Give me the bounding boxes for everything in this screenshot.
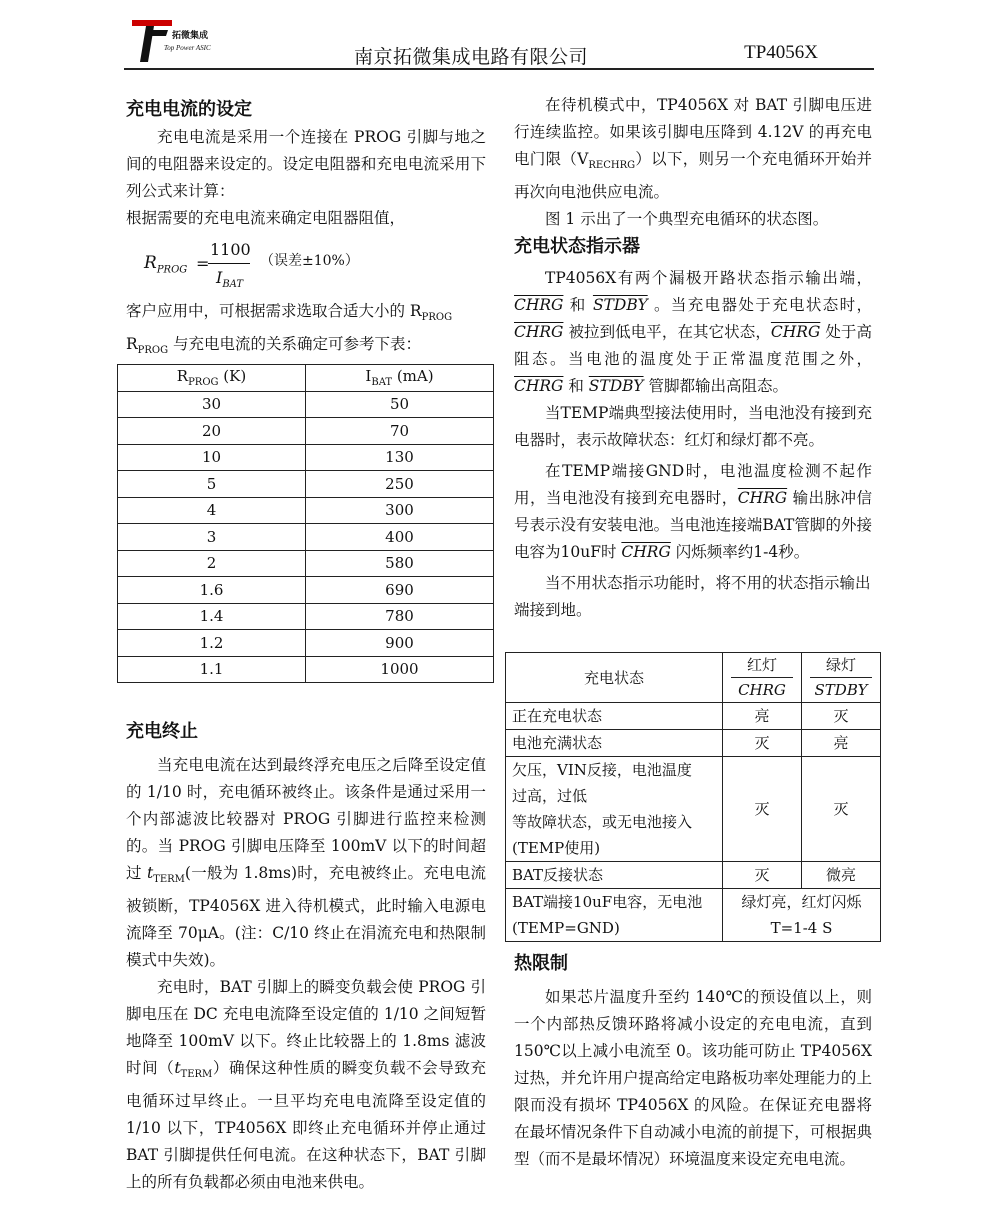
status-row: 欠压，VIN反接，电池温度 过高，过低 等故障状态，或无电池接入 (TEMP使用) 灭 灭 xyxy=(506,757,881,862)
paragraph: 在TEMP端接GND时，电池温度检测不起作用，当电池没有接到充电器时，CHRG 输出脉冲信号表示没有安装电池。当电池连接端BAT管脚的外接电容为10uF时 CHRG 闪烁频率约1-4秒。 xyxy=(514,462,872,562)
table-row xyxy=(118,577,494,604)
table-row xyxy=(118,550,494,577)
status-header-green: 绿灯 STDBY xyxy=(802,653,881,703)
cell-rprog: 20 xyxy=(118,418,306,445)
table-header-rprog: $R_{PROG}$ (K) xyxy=(118,365,306,392)
status-header-state: 充电状态 xyxy=(506,653,723,703)
status-row xyxy=(506,889,881,942)
paragraph: 当不用状态指示功能时，将不用的状态指示输出端接到地。 xyxy=(514,574,871,620)
status-row: BAT反接状态 灭 微亮 xyxy=(506,862,881,889)
company-logo xyxy=(132,18,242,68)
table-row xyxy=(118,391,494,418)
header-rule xyxy=(124,68,874,70)
status-cap-desc: BAT端接10uF电容，无电池 (TEMP=GND) xyxy=(506,889,723,942)
model-number: TP4056X xyxy=(744,42,818,63)
formula-lhs: $R_{PROG}$ xyxy=(144,253,188,276)
status-cap-lights: 绿灯亮，红灯闪烁 T=1-4 S xyxy=(723,889,881,942)
paragraph: 如果芯片温度升至约 140℃的预设值以上，则一个内部热反馈环路将减小设定的充电电流，直到 150℃以上减小电流至 0。该功能可防止 TP4056X 过热，并允许用户提高给定电路板功率处理能力的上限而没有损坏 TP4056X 的风险。在保证充电器将在最坏情况条件下自动减小电流的前提下，可根据典型（而不是最坏情况）环境温度来设定充电电流。 xyxy=(514,988,872,1168)
formula-rprog xyxy=(126,232,486,292)
cell-ibat: 400 xyxy=(306,524,494,551)
cell-ibat: 250 xyxy=(306,471,494,498)
status-header-red: 红灯 CHRG xyxy=(723,653,802,703)
cell-ibat: 50 xyxy=(306,391,494,418)
status-table xyxy=(505,652,881,942)
cell-rprog: 30 xyxy=(118,391,306,418)
status-fault-desc: 欠压，VIN反接，电池温度 过高，过低 等故障状态，或无电池接入 (TEMP使用) xyxy=(506,757,723,862)
cell-rprog: 4 xyxy=(118,497,306,524)
table-header-ibat: $I_{BAT}$ (mA) xyxy=(306,365,494,392)
cell-rprog: 3 xyxy=(118,524,306,551)
logo-cn-text: 拓微集成 xyxy=(172,31,209,41)
cell-rprog: 5 xyxy=(118,471,306,498)
cell-rprog: 1.6 xyxy=(118,577,306,604)
right-column-lower xyxy=(514,950,872,1173)
cell-rprog: 1.2 xyxy=(118,630,306,657)
cell-ibat: 300 xyxy=(306,497,494,524)
table-row xyxy=(118,656,494,683)
section-heading-thermal: 热限制 xyxy=(514,953,568,974)
section-heading-termination: 充电终止 xyxy=(126,721,198,742)
cell-ibat: 580 xyxy=(306,550,494,577)
cell-rprog: 2 xyxy=(118,550,306,577)
table-header-row xyxy=(118,365,494,392)
status-row: 正在充电状态 亮 灭 xyxy=(506,703,881,730)
cell-ibat: 690 xyxy=(306,577,494,604)
paragraph: TP4056X有两个漏极开路状态指示输出端，CHRG 和 STDBY 。当充电器处于充电状态时，CHRG 被拉到低电平，在其它状态，CHRG 处于高阻态。当电池的温度处于正常温度范围之外，CHRG 和 STDBY 管脚都输出高阻态。 xyxy=(514,269,873,396)
paragraph: $R_{PROG}$ 与充电电流的关系确定可参考下表： xyxy=(126,335,422,357)
formula-denominator: $I_{BAT}$ xyxy=(216,268,244,291)
paragraph: 在待机模式中，TP4056X 对 BAT 引脚电压进行连续监控。如果该引脚电压降到 4.12V 的再充电电门限$(V_{RECHRG})$以下，则另一个充电循环开始并再次向电池供应电流。 xyxy=(514,96,872,202)
table-row xyxy=(118,497,494,524)
cell-ibat: 780 xyxy=(306,603,494,630)
section-heading-charge-current: 充电电流的设定 xyxy=(126,99,252,120)
cell-ibat: 70 xyxy=(306,418,494,445)
left-column-lower xyxy=(126,718,486,1196)
company-name: 南京拓微集成电路有限公司 xyxy=(354,46,589,68)
cell-rprog: 1.4 xyxy=(118,603,306,630)
paragraph: 充电电流是采用一个连接在 PROG 引脚与地之间的电阻器来设定的。设定电阻器和充电电流采用下列公式来计算： xyxy=(126,128,486,200)
rprog-table xyxy=(117,364,494,683)
table-row xyxy=(118,603,494,630)
section-heading-status-indicator: 充电状态指示器 xyxy=(514,236,640,258)
cell-ibat: 1000 xyxy=(306,656,494,683)
left-column xyxy=(126,96,486,364)
logo-en-text: Top Power ASIC xyxy=(164,44,211,52)
paragraph: 当TEMP端典型接法使用时，当电池没有接到充电器时，表示故障状态：红灯和绿灯都不亮。 xyxy=(514,404,872,450)
right-column xyxy=(514,92,872,624)
cell-ibat: 900 xyxy=(306,630,494,657)
formula-equals: = xyxy=(196,254,210,273)
paragraph: 根据需要的充电电流来确定电阻器阻值， xyxy=(126,209,406,227)
table-row xyxy=(118,630,494,657)
paragraph: 当充电电流在达到最终浮充电压之后降至设定值的 1/10 时，充电循环被终止。该条件是通过采用一个内部滤波比较器对 PROG 引脚进行监控来检测的。当 PROG 引脚电压降至 100mV 以下的时间超过 $t_{TERM}$(一般为 1.8ms)时，充电被终止。充电电流被锁断，TP4056X 进入待机模式，此时输入电源电流降至 70μA。(注：C/10 终止在涓流充电和热限制模式中失效)。 xyxy=(126,756,486,970)
page-header xyxy=(124,14,874,70)
table-row xyxy=(118,418,494,445)
table-row xyxy=(118,524,494,551)
paragraph: 客户应用中，可根据需求选取合适大小的 $R_{PROG}$ xyxy=(126,302,453,324)
formula-numerator: 1100 xyxy=(210,240,251,259)
paragraph: 图 1 示出了一个典型充电循环的状态图。 xyxy=(545,210,829,229)
cell-rprog: 10 xyxy=(118,444,306,471)
status-header-row xyxy=(506,653,881,703)
paragraph: 充电时，BAT 引脚上的瞬变负载会使 PROG 引脚电压在 DC 充电电流降至设定值的 1/10 之间短暂地降至 100mV 以下。终止比较器上的 1.8ms 滤波时间$(t_{TERM})$确保这种性质的瞬变负载不会导致充电循环过早终止。一旦平均充电电流降至设定值的 1/10 以下，TP4056X 即终止充电循环并停止通过 BAT 引脚提供任何电流。在这种状态下，BAT 引脚上的所有负载都必须由电池来供电。 xyxy=(126,978,486,1192)
formula-tolerance: （误差±10%） xyxy=(260,253,359,269)
table-row xyxy=(118,444,494,471)
cell-ibat: 130 xyxy=(306,444,494,471)
status-row: 电池充满状态 灭 亮 xyxy=(506,730,881,757)
cell-rprog: 1.1 xyxy=(118,656,306,683)
table-row xyxy=(118,471,494,498)
